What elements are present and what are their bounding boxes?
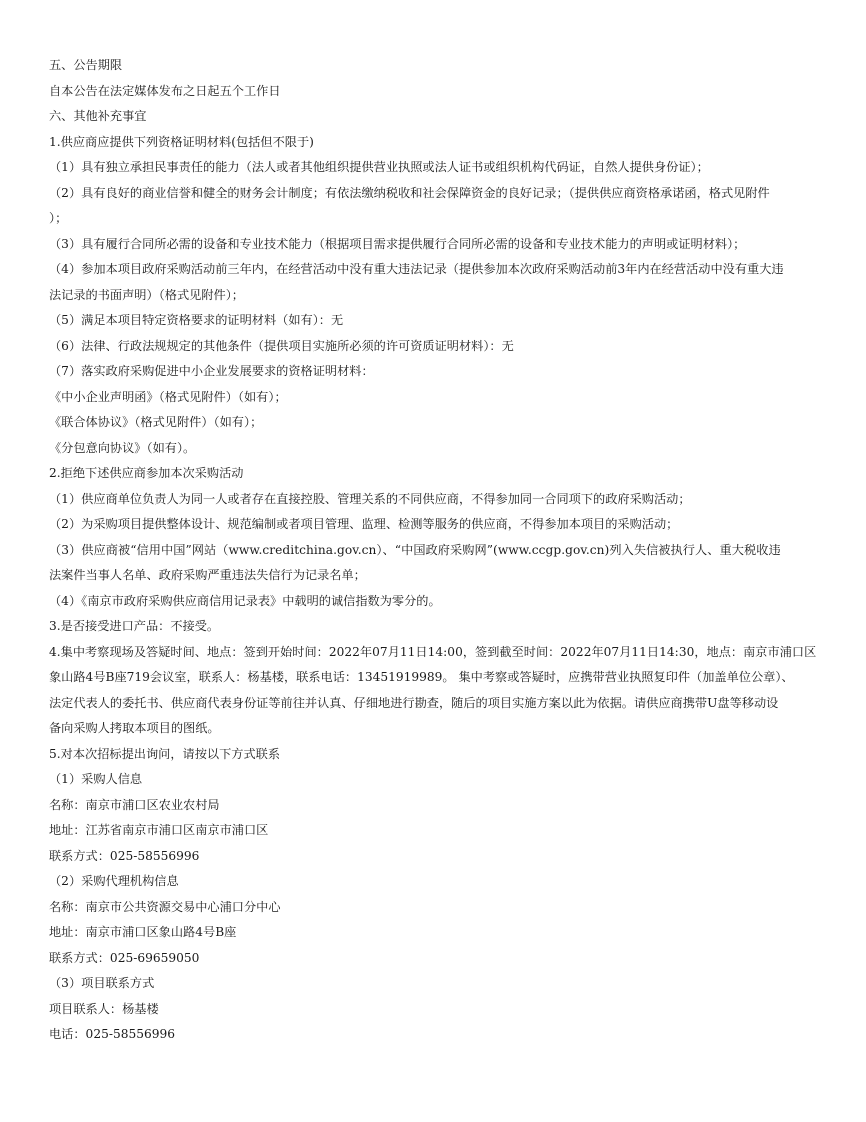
rejection-item-3-cont: 法案件当事人名单、政府采购严重违法失信行为记录名单； (49, 568, 366, 582)
qualification-item-4-cont: 法记录的书面声明）（格式见附件）； (49, 287, 244, 302)
announcement-period-text: 自本公告在法定媒体发布之日起五个工作日 (49, 83, 281, 98)
section-heading-other-matters: 六、其他补充事宜 (49, 109, 147, 123)
agency-phone: 联系方式：025-69659050 (49, 950, 200, 965)
project-contact-phone: 电话：025-58556996 (49, 1027, 175, 1041)
import-products: 3.是否接受进口产品：不接受。 (49, 619, 220, 633)
qualification-item-5: （5）满足本项目特定资格要求的证明材料（如有）：无 (49, 313, 344, 327)
purchaser-name: 名称：南京市浦口区农业农村局 (49, 797, 220, 812)
purchaser-address: 地址：江苏省南京市浦口区南京市浦口区 (49, 823, 269, 837)
site-visit-text-cont-3: 备向采购人拷取本项目的图纸。 (49, 721, 220, 735)
project-contact-person: 项目联系人：杨基楼 (49, 1001, 159, 1016)
site-visit-text-cont-1: 象山路4号B座719会议室，联系人：杨基楼，联系电话：13451919989。 集中考察或答疑时，应携带营业执照复印件（加盖单位公章）、 (49, 670, 794, 684)
rejection-item-3: （3）供应商被“信用中国”网站（www.creditchina.gov.cn）、“中国政府采购网”(www.ccgp.gov.cn)列入失信被执行人、重大税收违 (49, 542, 781, 557)
qualification-heading: 1.供应商应提供下列资格证明材料(包括但不限于) (49, 134, 314, 149)
qualification-item-4: （4）参加本项目政府采购活动前三年内，在经营活动中没有重大违法记录（提供参加本次政府采购活动前3年内在经营活动中没有重大违 (49, 262, 784, 276)
qualification-item-1: （1）具有独立承担民事责任的能力（法人或者其他组织提供营业执照或法人证书或组织机构代码证，自然人提供身份证）； (49, 160, 709, 174)
rejection-item-1: （1）供应商单位负责人为同一人或者存在直接控股、管理关系的不同供应商，不得参加同一合同项下的政府采购活动； (49, 491, 691, 506)
qualification-item-2-cont: ）； (49, 211, 68, 225)
consortium-agreement: 《联合体协议》（格式见附件）（如有）； (49, 415, 263, 429)
rejection-item-2: （2）为采购项目提供整体设计、规范编制或者项目管理、监理、检测等服务的供应商，不得参加本项目的采购活动； (49, 517, 679, 531)
agency-name: 名称：南京市公共资源交易中心浦口分中心 (49, 899, 281, 914)
qualification-item-3: （3）具有履行合同所必需的设备和专业技术能力（根据项目需求提供履行合同所必需的设备和专业技术能力的声明或证明材料）； (49, 236, 746, 251)
sme-declaration: 《中小企业声明函》（格式见附件）（如有）； (49, 389, 287, 404)
contact-heading: 5.对本次招标提出询问，请按以下方式联系 (49, 746, 281, 761)
project-contact-heading: （3）项目联系方式 (49, 976, 155, 990)
purchaser-phone: 联系方式：025-58556996 (49, 848, 200, 863)
subcontract-agreement: 《分包意向协议》（如有）。 (49, 440, 196, 455)
agency-address: 地址：南京市浦口区象山路4号B座 (49, 925, 237, 939)
purchaser-info-heading: （1）采购人信息 (49, 772, 143, 786)
rejection-item-4: （4）《南京市政府采购供应商信用记录表》中载明的诚信指数为零分的。 (49, 593, 441, 608)
rejection-heading: 2.拒绝下述供应商参加本次采购活动 (49, 466, 244, 480)
qualification-item-7: （7）落实政府采购促进中小企业发展要求的资格证明材料： (49, 364, 374, 378)
qualification-item-2: （2）具有良好的商业信誉和健全的财务会计制度；有依法缴纳税收和社会保障资金的良好记录；（提供供应商资格承诺函，格式见附件 (49, 185, 770, 200)
section-heading-announcement-period: 五、公告期限 (49, 58, 123, 72)
qualification-item-6: （6）法律、行政法规规定的其他条件（提供项目实施所必须的许可资质证明材料）：无 (49, 338, 514, 353)
site-visit-text: 4.集中考察现场及答疑时间、地点：签到开始时间：2022年07月11日14:00，签到截至时间：2022年07月11日14:30，地点：南京市浦口区 (49, 644, 817, 659)
agency-info-heading: （2）采购代理机构信息 (49, 874, 179, 888)
site-visit-text-cont-2: 法定代表人的委托书、供应商代表身份证等前往并认真、仔细地进行勘查，随后的项目实施方案以此为依据。请供应商携带U盘等移动设 (49, 695, 779, 710)
